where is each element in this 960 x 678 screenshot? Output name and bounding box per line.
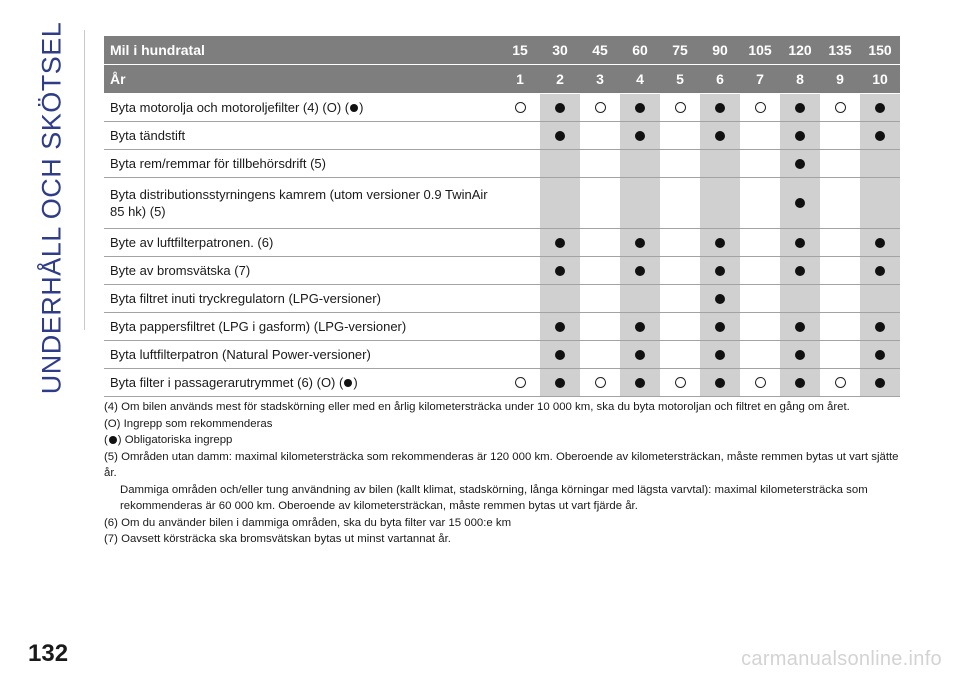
note-4: (4) Om bilen används mest för stadskörning eller med en årlig kilometersträcka under 10 000 km, ska du byta motoroljan och filtret en gång om året. <box>104 401 850 413</box>
mandatory-dot-icon <box>635 103 645 113</box>
table-cell <box>740 229 780 256</box>
mandatory-dot-icon <box>715 378 725 388</box>
table-row <box>104 257 900 285</box>
table-cell <box>740 313 780 340</box>
table-cell <box>580 122 620 149</box>
table-cell <box>700 341 740 368</box>
mandatory-dot-icon <box>715 266 725 276</box>
header-row-miles <box>104 36 900 65</box>
footnotes <box>104 399 900 548</box>
recommended-circle-icon <box>835 102 846 113</box>
header-mileage-cell-0: 15 <box>500 36 540 64</box>
mandatory-dot-icon <box>795 131 805 141</box>
table-cell <box>700 257 740 284</box>
table-cell <box>500 341 540 368</box>
table-cell <box>700 369 740 396</box>
table-cell <box>580 229 620 256</box>
table-cell <box>580 257 620 284</box>
mandatory-dot-icon <box>715 350 725 360</box>
table-cell <box>540 285 580 312</box>
table-cell <box>780 257 820 284</box>
table-cell <box>700 178 740 228</box>
table-cell <box>740 150 780 177</box>
table-cell <box>820 341 860 368</box>
table-row <box>104 285 900 313</box>
recommended-circle-icon <box>515 102 526 113</box>
table-cell <box>660 178 700 228</box>
header-year-cell-6: 7 <box>740 65 780 93</box>
mandatory-dot-icon <box>715 103 725 113</box>
header-year-cell-9: 10 <box>860 65 900 93</box>
table-cell <box>700 150 740 177</box>
recommended-circle-icon <box>755 102 766 113</box>
table-cell <box>500 229 540 256</box>
mandatory-dot-icon <box>875 238 885 248</box>
note-7: (7) Oavsett körsträcka ska bromsvätskan bytas ut minst vartannat år. <box>104 533 451 545</box>
page-number: 132 <box>28 640 69 667</box>
mandatory-dot-icon <box>555 266 565 276</box>
table-row <box>104 94 900 122</box>
table-cell <box>580 94 620 121</box>
header-row-years <box>104 65 900 94</box>
table-cell <box>660 257 700 284</box>
table-cell <box>860 178 900 228</box>
table-cell <box>540 122 580 149</box>
header-mileage-cell-7: 120 <box>780 36 820 64</box>
recommended-circle-icon <box>675 102 686 113</box>
row-label: Byta filter i passagerarutrymmet (6) (O) ( ) <box>104 369 500 396</box>
table-row <box>104 122 900 150</box>
table-cell <box>620 122 660 149</box>
header-year-cell-1: 2 <box>540 65 580 93</box>
table-cell <box>500 257 540 284</box>
mandatory-dot-icon <box>875 103 885 113</box>
mandatory-dot-icon <box>795 198 805 208</box>
mandatory-dot-icon <box>635 322 645 332</box>
header-year-cell-5: 6 <box>700 65 740 93</box>
table-cell <box>780 94 820 121</box>
mandatory-dot-icon <box>795 103 805 113</box>
table-cell <box>580 150 620 177</box>
table-cell <box>860 313 900 340</box>
table-cell <box>740 285 780 312</box>
table-cell <box>500 285 540 312</box>
header-mileage-cell-5: 90 <box>700 36 740 64</box>
table-cell <box>780 369 820 396</box>
table-cell <box>660 313 700 340</box>
table-cell <box>500 94 540 121</box>
table-cell <box>580 313 620 340</box>
mandatory-dot-icon <box>875 131 885 141</box>
header-year-cell-2: 3 <box>580 65 620 93</box>
mandatory-dot-icon <box>795 322 805 332</box>
header-mileage-cell-4: 75 <box>660 36 700 64</box>
table-cell <box>620 369 660 396</box>
table-cell <box>860 341 900 368</box>
mandatory-dot-icon <box>555 378 565 388</box>
table-cell <box>740 178 780 228</box>
table-cell <box>780 285 820 312</box>
row-label: Byte av bromsvätska (7) <box>104 257 500 284</box>
table-row <box>104 150 900 178</box>
table-cell <box>780 313 820 340</box>
table-cell <box>500 150 540 177</box>
recommended-circle-icon <box>755 377 766 388</box>
header-year-cell-4: 5 <box>660 65 700 93</box>
header-mileage-cell-9: 150 <box>860 36 900 64</box>
row-label: Byte av luftfilterpatronen. (6) <box>104 229 500 256</box>
watermark: carmanualsonline.info <box>741 648 942 670</box>
mandatory-dot-icon <box>555 238 565 248</box>
mandatory-dot-icon <box>795 266 805 276</box>
table-cell <box>660 229 700 256</box>
table-cell <box>700 313 740 340</box>
recommended-circle-icon <box>515 377 526 388</box>
mandatory-dot-icon <box>875 350 885 360</box>
table-cell <box>660 94 700 121</box>
table-cell <box>620 257 660 284</box>
mandatory-dot-icon <box>715 131 725 141</box>
recommended-circle-icon <box>595 102 606 113</box>
table-cell <box>580 341 620 368</box>
note-recommended: (O) Ingrepp som rekommenderas <box>104 417 273 430</box>
mandatory-dot-icon <box>555 103 565 113</box>
table-cell <box>620 94 660 121</box>
row-label: Byta tändstift <box>104 122 500 149</box>
mandatory-dot-icon <box>875 378 885 388</box>
mandatory-dot-icon <box>715 322 725 332</box>
table-cell <box>580 178 620 228</box>
table-cell <box>780 178 820 228</box>
recommended-circle-icon <box>835 377 846 388</box>
table-cell <box>820 122 860 149</box>
mandatory-dot-icon <box>635 238 645 248</box>
table-cell <box>500 122 540 149</box>
table-cell <box>620 313 660 340</box>
note-6: (6) Om du använder bilen i dammiga områden, ska du byta filter var 15 000:e km <box>104 516 512 529</box>
recommended-circle-icon <box>675 377 686 388</box>
table-cell <box>740 257 780 284</box>
header-label-miles: Mil i hundratal <box>104 36 500 64</box>
table-cell <box>620 285 660 312</box>
mandatory-dot-icon <box>715 238 725 248</box>
header-mileage-cell-6: 105 <box>740 36 780 64</box>
row-label: Byta luftfilterpatron (Natural Power-versioner) <box>104 341 500 368</box>
table-cell <box>780 150 820 177</box>
table-cell <box>660 285 700 312</box>
table-cell <box>500 369 540 396</box>
filled-dot-icon <box>350 104 358 112</box>
header-year-cell-3: 4 <box>620 65 660 93</box>
table-cell <box>820 313 860 340</box>
section-title: UNDERHÅLL OCH SKÖTSEL <box>36 21 67 395</box>
mandatory-dot-icon <box>795 159 805 169</box>
header-label-years: År <box>104 65 500 93</box>
table-cell <box>540 369 580 396</box>
table-cell <box>740 94 780 121</box>
header-year-cell-8: 9 <box>820 65 860 93</box>
table-cell <box>540 341 580 368</box>
header-mileage-cell-2: 45 <box>580 36 620 64</box>
table-cell <box>820 229 860 256</box>
table-cell <box>820 285 860 312</box>
mandatory-dot-icon <box>795 350 805 360</box>
mandatory-dot-icon <box>555 350 565 360</box>
header-year-cell-7: 8 <box>780 65 820 93</box>
mandatory-dot-icon <box>555 131 565 141</box>
table-cell <box>860 285 900 312</box>
table-cell <box>620 150 660 177</box>
mandatory-dot-icon <box>795 238 805 248</box>
mandatory-dot-icon <box>875 322 885 332</box>
maintenance-table <box>104 36 900 397</box>
table-cell <box>860 94 900 121</box>
table-row <box>104 229 900 257</box>
table-cell <box>620 178 660 228</box>
note-mandatory: ( ) Obligatoriska ingrepp <box>104 434 233 446</box>
row-label: Byta rem/remmar för tillbehörsdrift (5) <box>104 150 500 177</box>
note-5b: Dammiga områden och/eller tung användning av bilen (kallt klimat, stadskörning, långa körningar med lägsta varvtal): maximal kilometersträcka som rekommenderas är 60 000 km. Oberoende av kilometersträckan, måste remmen bytas ut vart fjärde år. <box>120 483 868 512</box>
table-cell <box>580 369 620 396</box>
row-label: Byta filtret inuti tryckregulatorn (LPG-versioner) <box>104 285 500 312</box>
table-cell <box>540 94 580 121</box>
mandatory-dot-icon <box>555 322 565 332</box>
mandatory-dot-icon <box>875 266 885 276</box>
table-cell <box>860 369 900 396</box>
mandatory-dot-icon <box>635 266 645 276</box>
table-cell <box>860 122 900 149</box>
header-mileage-cell-3: 60 <box>620 36 660 64</box>
filled-dot-icon <box>344 379 352 387</box>
table-cell <box>740 369 780 396</box>
table-cell <box>820 257 860 284</box>
table-cell <box>660 150 700 177</box>
header-mileage-cell-8: 135 <box>820 36 860 64</box>
row-label: Byta motorolja och motoroljefilter (4) (O) ( ) <box>104 94 500 121</box>
mandatory-dot-icon <box>795 378 805 388</box>
table-cell <box>580 285 620 312</box>
filled-dot-icon <box>109 436 117 444</box>
table-row <box>104 369 900 397</box>
table-cell <box>860 150 900 177</box>
table-cell <box>540 229 580 256</box>
table-cell <box>500 313 540 340</box>
mandatory-dot-icon <box>715 294 725 304</box>
side-divider <box>84 30 85 330</box>
mandatory-dot-icon <box>635 378 645 388</box>
note-5a: (5) Områden utan damm: maximal kilometersträcka som rekommenderas är 120 000 km. Oberoende av kilometersträckan, måste remmen bytas ut vart sjätte år. <box>104 450 899 479</box>
table-cell <box>780 341 820 368</box>
table-cell <box>820 94 860 121</box>
mandatory-dot-icon <box>635 350 645 360</box>
row-label: Byta pappersfiltret (LPG i gasform) (LPG-versioner) <box>104 313 500 340</box>
table-row <box>104 341 900 369</box>
table-cell <box>620 229 660 256</box>
table-cell <box>740 341 780 368</box>
table-cell <box>780 122 820 149</box>
header-mileage-cell-1: 30 <box>540 36 580 64</box>
table-cell <box>820 150 860 177</box>
table-cell <box>820 178 860 228</box>
mandatory-dot-icon <box>635 131 645 141</box>
header-year-cell-0: 1 <box>500 65 540 93</box>
recommended-circle-icon <box>595 377 606 388</box>
table-cell <box>620 341 660 368</box>
table-cell <box>820 369 860 396</box>
table-cell <box>540 257 580 284</box>
table-row <box>104 178 900 229</box>
table-cell <box>540 178 580 228</box>
table-cell <box>660 369 700 396</box>
table-cell <box>540 150 580 177</box>
table-cell <box>860 257 900 284</box>
table-cell <box>740 122 780 149</box>
table-cell <box>500 178 540 228</box>
table-cell <box>700 229 740 256</box>
table-cell <box>660 341 700 368</box>
table-row <box>104 313 900 341</box>
table-cell <box>660 122 700 149</box>
table-cell <box>700 94 740 121</box>
table-cell <box>700 122 740 149</box>
table-cell <box>540 313 580 340</box>
table-cell <box>700 285 740 312</box>
table-cell <box>780 229 820 256</box>
row-label: Byta distributionsstyrningens kamrem (utom versioner 0.9 TwinAir 85 hk) (5) <box>104 178 500 228</box>
table-cell <box>860 229 900 256</box>
